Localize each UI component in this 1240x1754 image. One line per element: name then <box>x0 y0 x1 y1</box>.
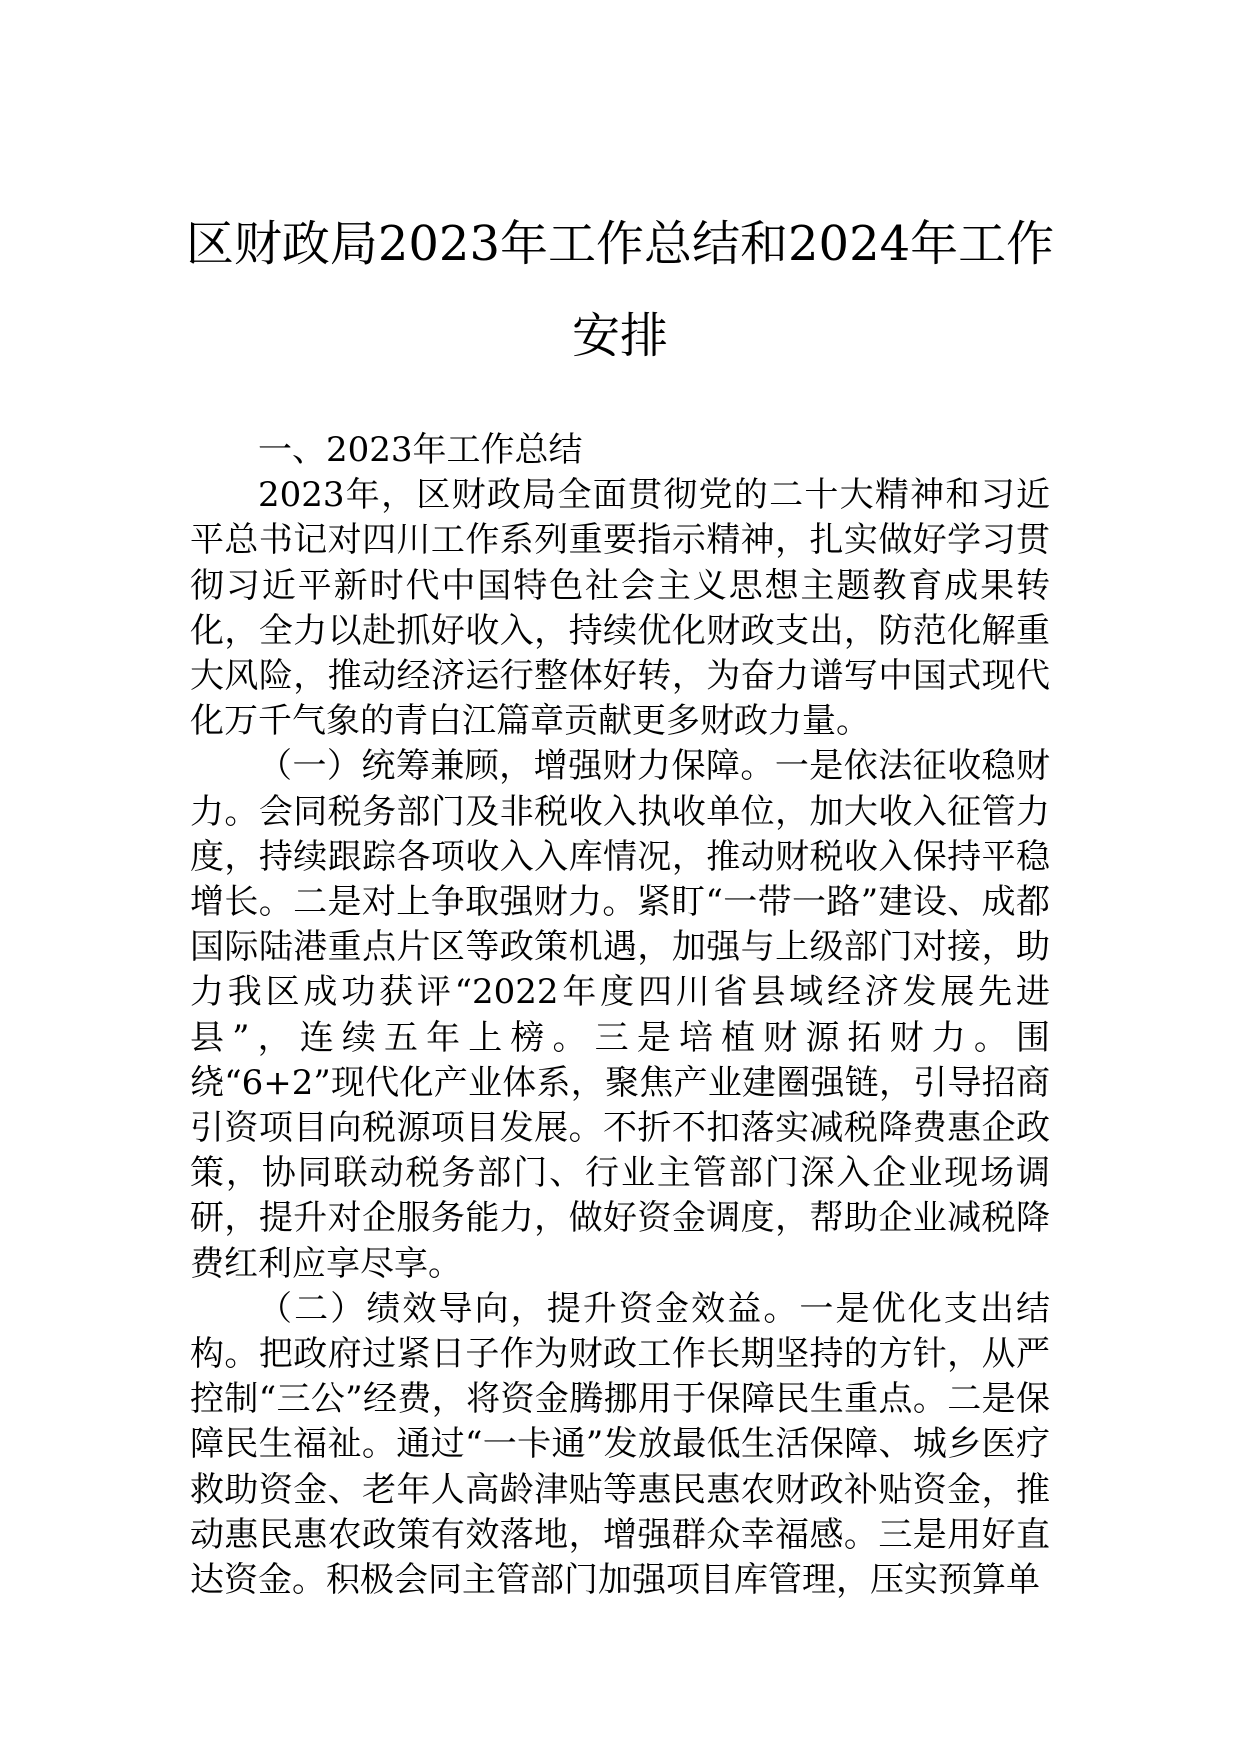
document-title: 区财政局2023年工作总结和2024年工作安排 <box>185 216 1055 364</box>
document-body <box>190 428 1050 1603</box>
paragraph-intro: 2023年，区财政局全面贯彻党的二十大精神和习近平总书记对四川工作系列重要指示精神，扎实做好学习贯彻习近平新时代中国特色社会主义思想主题教育成果转化，全力以赴抓好收入，持续优化财政支出，防范化解重大风险，推动经济运行整体好转，为奋力谱写中国式现代化万千气象的青白江篇章贡献更多财政力量。 <box>190 475 1050 742</box>
paragraph-fiscal-guarantee: （一）统筹兼顾，增强财力保障。一是依法征收稳财力。会同税务部门及非税收入执收单位，加大收入征管力度，持续跟踪各项收入入库情况，推动财税收入保持平稳增长。二是对上争取强财力。紧盯“一带一路”建设、成都国际陆港重点片区等政策机遇，加强与上级部门对接，助力我区成功获评“2022年度四川省县域经济发展先进县”，连续五年上榜。三是培植财源拓财力。围绕“6+2”现代化产业体系，聚焦产业建圈强链，引导招商引资项目向税源项目发展。不折不扣落实减税降费惠企政策，协同联动税务部门、行业主管部门深入企业现场调研，提升对企服务能力，做好资金调度，帮助企业减税降费红利应享尽享。 <box>190 746 1050 1284</box>
paragraph-fund-efficiency: （二）绩效导向，提升资金效益。一是优化支出结构。把政府过紧日子作为财政工作长期坚持的方针，从严控制“三公”经费，将资金腾挪用于保障民生重点。二是保障民生福祉。通过“一卡通”发放最低生活保障、城乡医疗救助资金、老年人高龄津贴等惠民惠农财政补贴资金，推动惠民惠农政策有效落地，增强群众幸福感。三是用好直达资金。积极会同主管部门加强项目库管理，压实预算单 <box>190 1288 1050 1601</box>
section-heading: 一、2023年工作总结 <box>258 430 583 470</box>
